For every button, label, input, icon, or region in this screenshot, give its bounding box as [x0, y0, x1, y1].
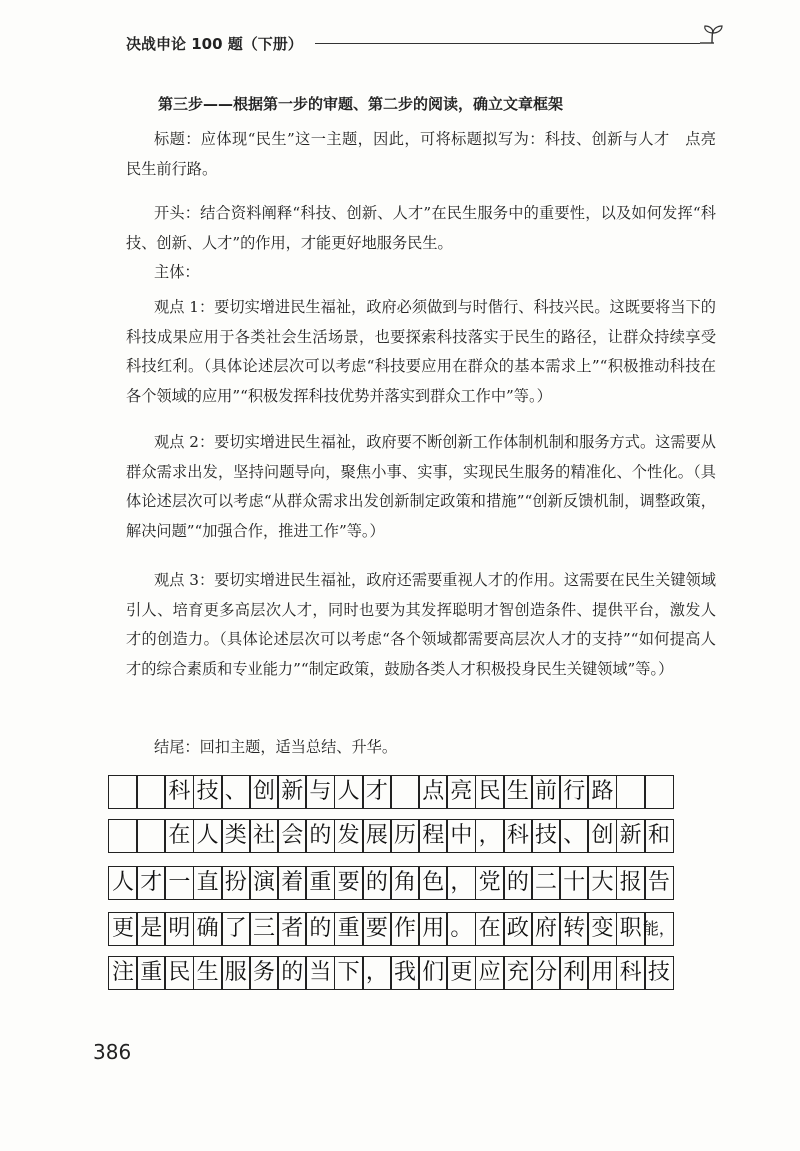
- essay-grid-cell: 的: [305, 819, 335, 853]
- essay-grid-cell: 们: [418, 956, 448, 990]
- essay-grid-cell: 的: [362, 866, 392, 900]
- opening-paragraph: 开头：结合资料阐释“科技、创新、人才”在民生服务中的重要性，以及如何发挥“科技、创新、人才”的作用，才能更好地服务民生。: [126, 204, 716, 252]
- essay-grid-cell: 党: [475, 866, 505, 900]
- essay-grid-cell: 科: [503, 819, 533, 853]
- essay-grid-cell: 一: [164, 866, 194, 900]
- essay-grid-cell: 和: [644, 819, 674, 853]
- essay-grid-cell: 会: [277, 819, 307, 853]
- essay-grid-cell: 要: [362, 912, 392, 946]
- conclusion-paragraph: 结尾：回扣主题，适当总结、升华。: [154, 738, 397, 756]
- essay-grid-cell: 中: [446, 819, 476, 853]
- essay-grid-cell: 下: [334, 956, 364, 990]
- essay-grid-cell: 分: [531, 956, 561, 990]
- essay-grid-cell: 政: [503, 912, 533, 946]
- essay-grid-cell: 更: [446, 956, 476, 990]
- essay-grid-cell: 明: [164, 912, 194, 946]
- essay-grid-cell: 报: [616, 866, 646, 900]
- essay-grid-cell: 二: [531, 866, 561, 900]
- essay-grid-cell: [390, 775, 420, 809]
- essay-grid-cell: 变: [587, 912, 617, 946]
- essay-grid-cell: 技: [531, 819, 561, 853]
- essay-grid-cell: 生: [503, 775, 533, 809]
- essay-grid-cell: 发: [334, 819, 364, 853]
- essay-grid-cell: 科: [616, 956, 646, 990]
- essay-grid-cell: 重: [305, 866, 335, 900]
- essay-grid-cell: 能，: [644, 912, 674, 946]
- essay-grid-cell: ，: [475, 819, 505, 853]
- essay-grid-cell: 重: [136, 956, 166, 990]
- essay-grid-cell: 着: [277, 866, 307, 900]
- essay-grid-cell: 直: [193, 866, 223, 900]
- essay-grid-cell: 人: [108, 866, 138, 900]
- essay-grid-cell: 行: [559, 775, 589, 809]
- essay-grid-cell: [108, 775, 138, 809]
- essay-grid-cell: ，: [446, 866, 476, 900]
- body-label: 主体：: [154, 263, 200, 281]
- essay-grid-cell: 作: [390, 912, 420, 946]
- essay-grid-cell: 大: [587, 866, 617, 900]
- essay-grid-row: [108, 956, 672, 990]
- title-paragraph: 标题：应体现“民生”这一主题，因此，可将标题拟写为：科技、创新与人才 点亮民生前行路。: [126, 130, 716, 178]
- essay-grid-cell: 民: [164, 956, 194, 990]
- essay-grid-cell: 的: [503, 866, 533, 900]
- essay-grid-cell: 的: [277, 956, 307, 990]
- essay-grid-cell: 的: [305, 912, 335, 946]
- essay-grid-cell: 展: [362, 819, 392, 853]
- essay-grid-cell: 充: [503, 956, 533, 990]
- essay-grid-cell: 扮: [221, 866, 251, 900]
- viewpoint-1-paragraph: 观点 1：要切实增进民生福祉，政府必须做到与时偕行、科技兴民。这既要将当下的科技成果应用于各类社会生活场景，也要探索科技落实于民生的路径，让群众持续享受科技红利。（具体论述层次可以考虑“科技要应用在群众的基本需求上”“积极推动科技在各个领域的应用”“积极发挥科技优势并落实到群众工作中”等。）: [126, 298, 716, 405]
- essay-grid-cell: 民: [475, 775, 505, 809]
- essay-grid-cell: 我: [390, 956, 420, 990]
- essay-grid-cell: 才: [362, 775, 392, 809]
- essay-grid-cell: 三: [249, 912, 279, 946]
- essay-grid-cell: 点: [418, 775, 448, 809]
- essay-grid-cell: 转: [559, 912, 589, 946]
- essay-grid-cell: 务: [249, 956, 279, 990]
- essay-grid-row: [108, 775, 672, 809]
- essay-grid-cell: 在: [475, 912, 505, 946]
- essay-grid-cell: 创: [249, 775, 279, 809]
- essay-grid-cell: 用: [418, 912, 448, 946]
- essay-grid-cell: 前: [531, 775, 561, 809]
- essay-grid-cell: 历: [390, 819, 420, 853]
- essay-grid-cell: 程: [418, 819, 448, 853]
- essay-grid-cell: 新: [616, 819, 646, 853]
- essay-grid-cell: 演: [249, 866, 279, 900]
- essay-grid-cell: 利: [559, 956, 589, 990]
- essay-grid-cell: 角: [390, 866, 420, 900]
- sprout-icon: [698, 24, 728, 48]
- essay-grid-cell: 更: [108, 912, 138, 946]
- essay-grid-cell: 了: [221, 912, 251, 946]
- essay-grid-cell: 类: [221, 819, 251, 853]
- essay-grid-row: [108, 819, 672, 853]
- essay-grid-cell: 色: [418, 866, 448, 900]
- essay-grid-cell: 。: [446, 912, 476, 946]
- essay-grid-row: [108, 912, 675, 946]
- essay-grid-cell: [616, 775, 646, 809]
- essay-grid-row: [108, 866, 672, 900]
- essay-grid-cell: 创: [587, 819, 617, 853]
- essay-grid-cell: [108, 819, 138, 853]
- essay-grid-cell: 人: [334, 775, 364, 809]
- essay-grid-cell: 告: [644, 866, 674, 900]
- essay-grid-cell: 当: [305, 956, 335, 990]
- essay-grid-cell: 职: [616, 912, 646, 946]
- essay-grid-cell: 新: [277, 775, 307, 809]
- essay-grid-cell: 重: [334, 912, 364, 946]
- essay-grid-cell: 技: [644, 956, 674, 990]
- essay-grid-cell: 与: [305, 775, 335, 809]
- essay-grid-cell: 、: [221, 775, 251, 809]
- viewpoint-3-paragraph: 观点 3：要切实增进民生福祉，政府还需要重视人才的作用。这需要在民生关键领域引人、培育更多高层次人才，同时也要为其发挥聪明才智创造条件、提供平台，激发人才的创造力。（具体论述层次可以考虑“各个领域都需要高层次人才的支持”“如何提高人才的综合素质和专业能力”“制定政策，鼓励各类人才积极投身民生关键领域”等。）: [126, 571, 716, 678]
- running-header-title: 决战申论 100 题（下册）: [126, 35, 303, 53]
- essay-grid-cell: 才: [136, 866, 166, 900]
- essay-grid-cell: 亮: [446, 775, 476, 809]
- essay-grid-cell: 人: [193, 819, 223, 853]
- essay-grid-cell: 者: [277, 912, 307, 946]
- essay-grid-cell: 要: [334, 866, 364, 900]
- essay-grid-cell: 用: [587, 956, 617, 990]
- essay-grid-cell: 十: [559, 866, 589, 900]
- essay-grid-cell: 是: [136, 912, 166, 946]
- essay-grid-cell: 服: [221, 956, 251, 990]
- step-heading: 第三步——根据第一步的审题、第二步的阅读，确立文章框架: [158, 95, 564, 113]
- essay-grid-cell: 科: [164, 775, 194, 809]
- essay-grid-cell: 生: [193, 956, 223, 990]
- essay-grid-cell: 确: [193, 912, 223, 946]
- essay-grid-cell: 、: [559, 819, 589, 853]
- essay-grid-cell: [644, 775, 674, 809]
- essay-grid-cell: 在: [164, 819, 194, 853]
- essay-grid-cell: 应: [475, 956, 505, 990]
- viewpoint-2-paragraph: 观点 2：要切实增进民生福祉，政府要不断创新工作体制机制和服务方式。这需要从群众需求出发，坚持问题导向，聚焦小事、实事，实现民生服务的精准化、个性化。（具体论述层次可以考虑“从群众需求出发创新制定政策和措施”“创新反馈机制，调整政策，解决问题”“加强合作，推进工作”等。）: [126, 433, 716, 540]
- essay-grid-cell: ，: [362, 956, 392, 990]
- page-number: 386: [93, 1040, 132, 1064]
- essay-grid-cell: 府: [531, 912, 561, 946]
- essay-grid-cell: 技: [193, 775, 223, 809]
- essay-grid-cell: 路: [587, 775, 617, 809]
- essay-grid-cell: 注: [108, 956, 138, 990]
- essay-grid-cell: [136, 775, 166, 809]
- header-rule: [315, 43, 700, 44]
- essay-grid-cell: 社: [249, 819, 279, 853]
- essay-grid-cell: [136, 819, 166, 853]
